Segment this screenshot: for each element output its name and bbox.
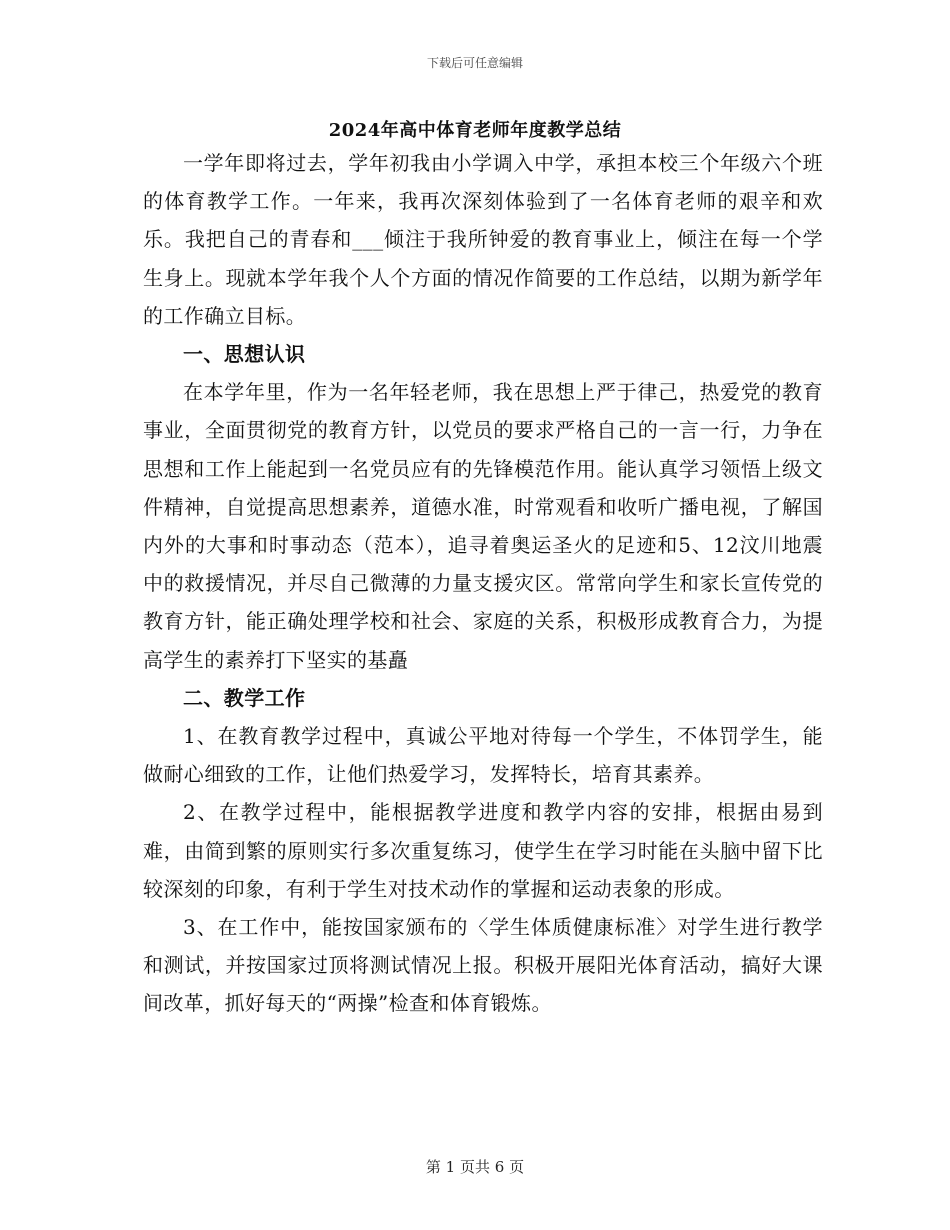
section-heading-teaching: 二、教学工作 (183, 685, 306, 710)
teaching-paragraph-2: 2、在教学过程中，能根据教学进度和教学内容的安排，根据由易到难，由简到繁的原则实行多次重复练习，使学生在学习时能在头脑中留下比较深刻的印象，有利于学生对技术动作的掌握和运动表象的形成。 (143, 800, 823, 901)
ideology-paragraph: 在本学年里，作为一名年轻老师，我在思想上严于律己，热爱党的教育事业，全面贯彻党的教育方针，以党员的要求严格自己的一言一行，力争在思想和工作上能起到一名党员应有的先锋模范作用。能认真学习领悟上级文件精神，自觉提高思想素养，道德水准，时常观看和收听广播电视，了解国内外的大事和时事动态（范本），追寻着奥运圣火的足迹和5、12汶川地震中的救援情况，并尽自己微薄的力量支援灾区。常常向学生和家长宣传党的教育方针，能正确处理学校和社会、家庭的关系，积极形成教育合力，为提高学生的素养打下坚实的基矗 (143, 380, 823, 672)
page-header: 下载后可任意编辑 (426, 56, 523, 70)
teaching-paragraph-1: 1、在教育教学过程中，真诚公平地对待每一个学生，不体罚学生，能做耐心细致的工作，让他们热爱学习，发挥特长，培育其素养。 (143, 724, 823, 787)
document-title: 2024年高中体育老师年度教学总结 (328, 120, 622, 141)
page-number: 第 1 页共 6 页 (425, 1158, 525, 1176)
document-body (143, 144, 823, 1023)
intro-paragraph: 一学年即将过去，学年初我由小学调入中学，承担本校三个年级六个班的体育教学工作。一年来，我再次深刻体验到了一名体育老师的艰辛和欢乐。我把自己的青春和___倾注于我所钟爱的教育事业上，倾注在每一个学生身上。现就本学年我个人个方面的情况作简要的工作总结，以期为新学年的工作确立目标。 (143, 151, 823, 328)
section-heading-ideology: 一、思想认识 (183, 342, 306, 367)
teaching-paragraph-3: 3、在工作中，能按国家颁布的〈学生体质健康标准〉对学生进行教学和测试，并按国家过顶将测试情况上报。积极开展阳光体育活动，搞好大课间改革，抓好每天的“两操”检查和体育锻炼。 (143, 915, 823, 1016)
